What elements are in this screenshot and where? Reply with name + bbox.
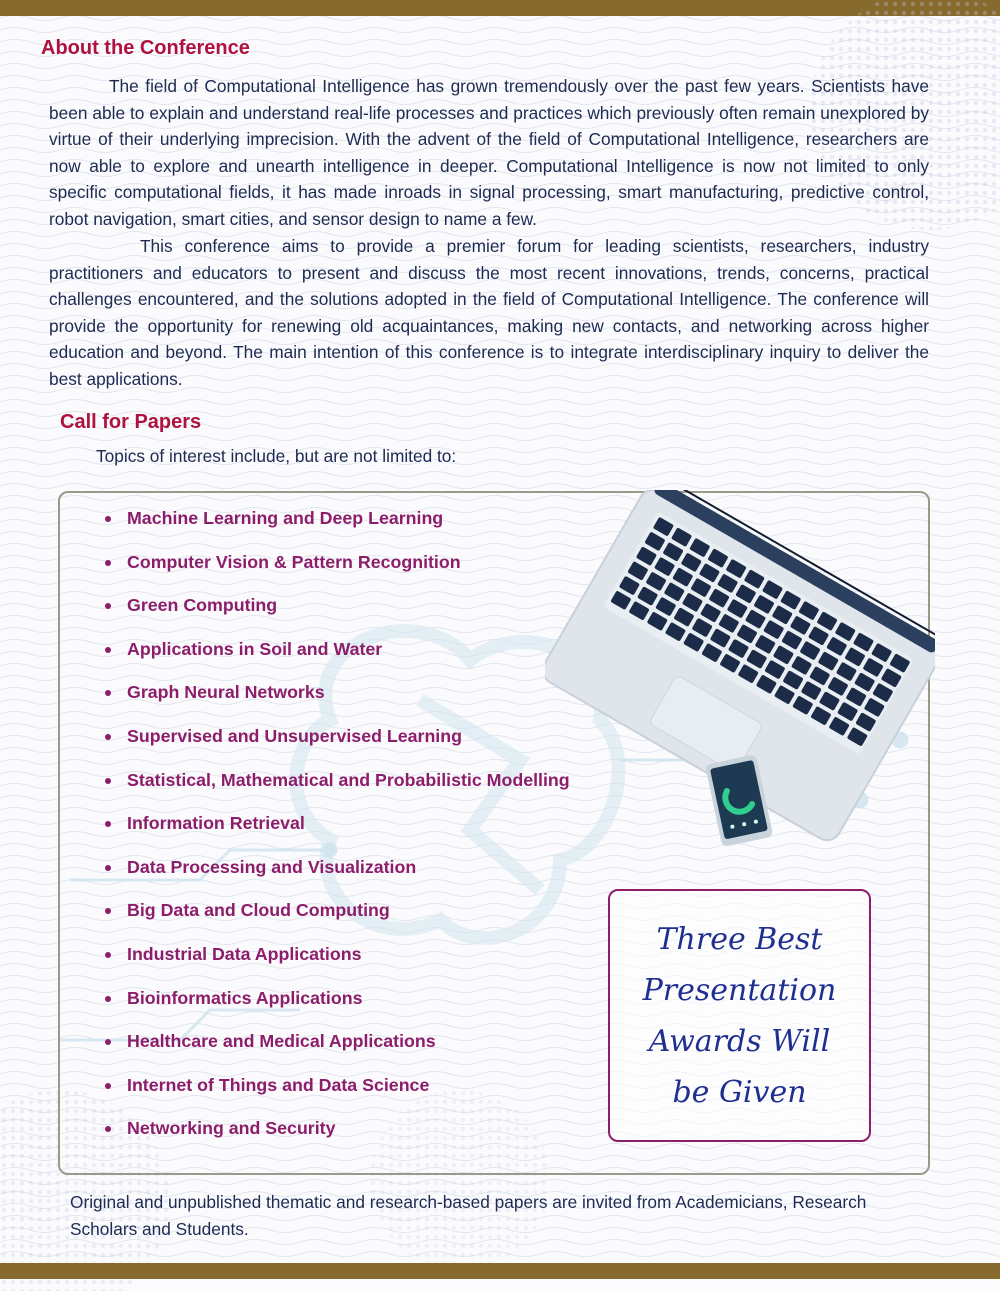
bottom-border-bar [0,1263,1000,1279]
bullet-dot-icon [105,1126,111,1132]
topic-item: Green Computing [105,595,570,639]
bullet-dot-icon [105,516,111,522]
bullet-dot-icon [105,603,111,609]
topic-item: Networking and Security [105,1118,570,1162]
topic-item: Industrial Data Applications [105,944,570,988]
award-callout-box [608,889,871,1142]
bullet-dot-icon [105,996,111,1002]
call-for-papers-heading: Call for Papers [60,411,202,433]
bullet-dot-icon [105,821,111,827]
bullet-dot-icon [105,952,111,958]
bullet-dot-icon [105,908,111,914]
topic-item: Internet of Things and Data Science [105,1075,570,1119]
bullet-dot-icon [105,560,111,566]
topic-item: Statistical, Mathematical and Probabilistic Modelling [105,770,570,814]
topic-item: Applications in Soil and Water [105,639,570,683]
topic-item: Graph Neural Networks [105,682,570,726]
topic-item: Information Retrieval [105,813,570,857]
bullet-dot-icon [105,1083,111,1089]
bullet-dot-icon [105,865,111,871]
bullet-dot-icon [105,778,111,784]
bullet-dot-icon [105,1039,111,1045]
about-heading: About the Conference [41,37,250,59]
topic-item: Healthcare and Medical Applications [105,1031,570,1075]
laptop-illustration [545,490,935,850]
topics-intro: Topics of interest include, but are not limited to: [96,446,457,466]
topics-list [105,508,570,1162]
bullet-dot-icon [105,647,111,653]
topic-item: Big Data and Cloud Computing [105,900,570,944]
topic-item: Data Processing and Visualization [105,857,570,901]
bullet-dot-icon [105,690,111,696]
about-paragraph-1: The field of Computational Intelligence has grown tremendously over the past few years. Scientists have been able to explain and understand real-life processes and practices which previously often remain unexplored by virtue of their underlying imprecision. With the advent of the field of Computational Intelligence, researchers are now able to explore and unearth intelligence in deeper. Computational Intelligence is now not limited to only specific computational fields, it has made inroads in signal processing, smart manufacturing, predictive control, robot navigation, smart cities, and sensor design to name a few. [49,76,929,229]
topic-item: Computer Vision & Pattern Recognition [105,552,570,596]
topic-item: Supervised and Unsupervised Learning [105,726,570,770]
about-paragraph-2: This conference aims to provide a premier forum for leading scientists, researchers, industry practitioners and educators to present and discuss the most recent innovations, trends, concerns, practical challenges encountered, and the solutions adopted in the field of Computational Intelligence. The conference will provide the opportunity for renewing old acquaintances, making new contacts, and networking across higher education and beyond. The main intention of this conference is to integrate interdisciplinary inquiry to deliver the best applications. [49,236,929,389]
bullet-dot-icon [105,734,111,740]
topic-item: Machine Learning and Deep Learning [105,508,570,552]
topic-item: Bioinformatics Applications [105,988,570,1032]
submission-note: Original and unpublished thematic and research-based papers are invited from Academicians, Research Scholars and Students. [70,1192,867,1239]
award-text: Three Best Presentation Awards Will be Given [642,921,837,1110]
